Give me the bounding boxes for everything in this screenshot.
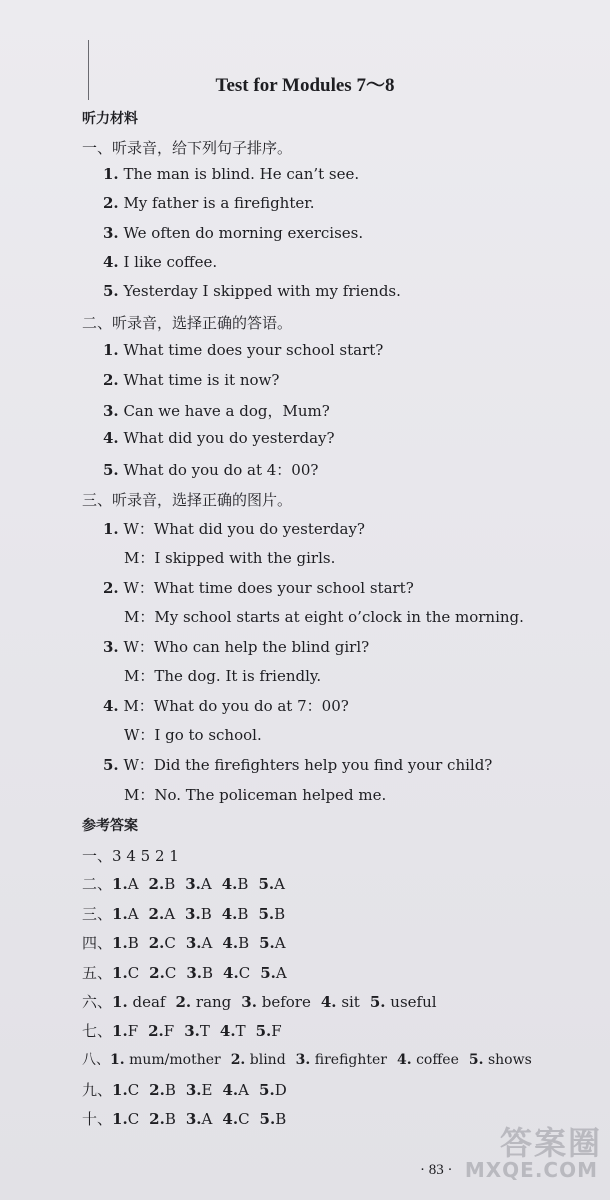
answer-row-7: 七、1.F 2.F 3.T 4.T 5.F bbox=[82, 1022, 282, 1040]
answer-row-3: 三、1.A 2.A 3.B 4.B 5.B bbox=[82, 905, 286, 923]
sec3-item-2-a: M：My school starts at eight o’clock in the morning. bbox=[124, 608, 524, 626]
answer-row-2: 二、1.A 2.B 3.A 4.B 5.A bbox=[82, 875, 285, 893]
sec2-item-5: 5. What do you do at 4：00? bbox=[103, 461, 319, 479]
answer-row-6: 六、1. deaf 2. rang 3. before 4. sit 5. useful bbox=[82, 993, 437, 1011]
sec1-item-1: 1. The man is blind. He can’t see. bbox=[103, 165, 360, 183]
answer-row-10: 十、1.C 2.B 3.A 4.C 5.B bbox=[82, 1110, 287, 1128]
sec1-item-3: 3. We often do morning exercises. bbox=[103, 224, 364, 242]
listening-header: 听力材料 bbox=[82, 111, 138, 127]
section-2-heading: 二、听录音，选择正确的答语。 bbox=[82, 314, 293, 332]
sec1-item-5: 5. Yesterday I skipped with my friends. bbox=[103, 282, 401, 300]
sec2-item-2: 2. What time is it now? bbox=[103, 371, 280, 389]
sec1-item-4: 4. I like coffee. bbox=[103, 253, 218, 271]
section-1-heading: 一、听录音，给下列句子排序。 bbox=[82, 139, 293, 157]
answer-row-5: 五、1.C 2.C 3.B 4.C 5.A bbox=[82, 964, 287, 982]
sec3-item-1-a: M：I skipped with the girls. bbox=[124, 549, 336, 567]
answer-row-4: 四、1.B 2.C 3.A 4.B 5.A bbox=[82, 934, 286, 952]
sec3-item-4-q: 4. M：What do you do at 7：00? bbox=[103, 697, 349, 715]
watermark bbox=[464, 1118, 602, 1182]
sec3-item-3-q: 3. W：Who can help the blind girl? bbox=[103, 638, 370, 656]
sec3-item-2-q: 2. W：What time does your school start? bbox=[103, 579, 414, 597]
sec2-item-4: 4. What did you do yesterday? bbox=[103, 429, 335, 447]
sec3-item-5-q: 5. W：Did the firefighters help you find your child? bbox=[103, 756, 493, 774]
answer-row-8: 八、1. mum/mother 2. blind 3. firefighter 4. coffee 5. shows bbox=[82, 1052, 532, 1068]
answers-header: 参考答案 bbox=[82, 818, 138, 834]
page-number: · 83 · bbox=[420, 1162, 453, 1178]
watermark-logo-text: 答案圈 bbox=[499, 1124, 602, 1162]
answer-row-9: 九、1.C 2.B 3.E 4.A 5.D bbox=[82, 1081, 287, 1099]
section-3-heading: 三、听录音，选择正确的图片。 bbox=[82, 491, 293, 509]
sec2-item-3: 3. Can we have a dog，Mum? bbox=[103, 402, 330, 420]
sec3-item-4-a: W：I go to school. bbox=[124, 726, 262, 744]
answer-row-1: 一、3 4 5 2 1 bbox=[82, 847, 179, 865]
sec3-item-1-q: 1. W：What did you do yesterday? bbox=[103, 520, 365, 538]
sec3-item-3-a: M：The dog. It is friendly. bbox=[124, 667, 322, 685]
watermark-url: MXQE.COM bbox=[464, 1158, 598, 1182]
page-title: Test for Modules 7～8 bbox=[215, 75, 395, 96]
sec2-item-1: 1. What time does your school start? bbox=[103, 341, 384, 359]
sec1-item-2: 2. My father is a firefighter. bbox=[103, 194, 315, 212]
sec3-item-5-a: M：No. The policeman helped me. bbox=[124, 786, 387, 804]
